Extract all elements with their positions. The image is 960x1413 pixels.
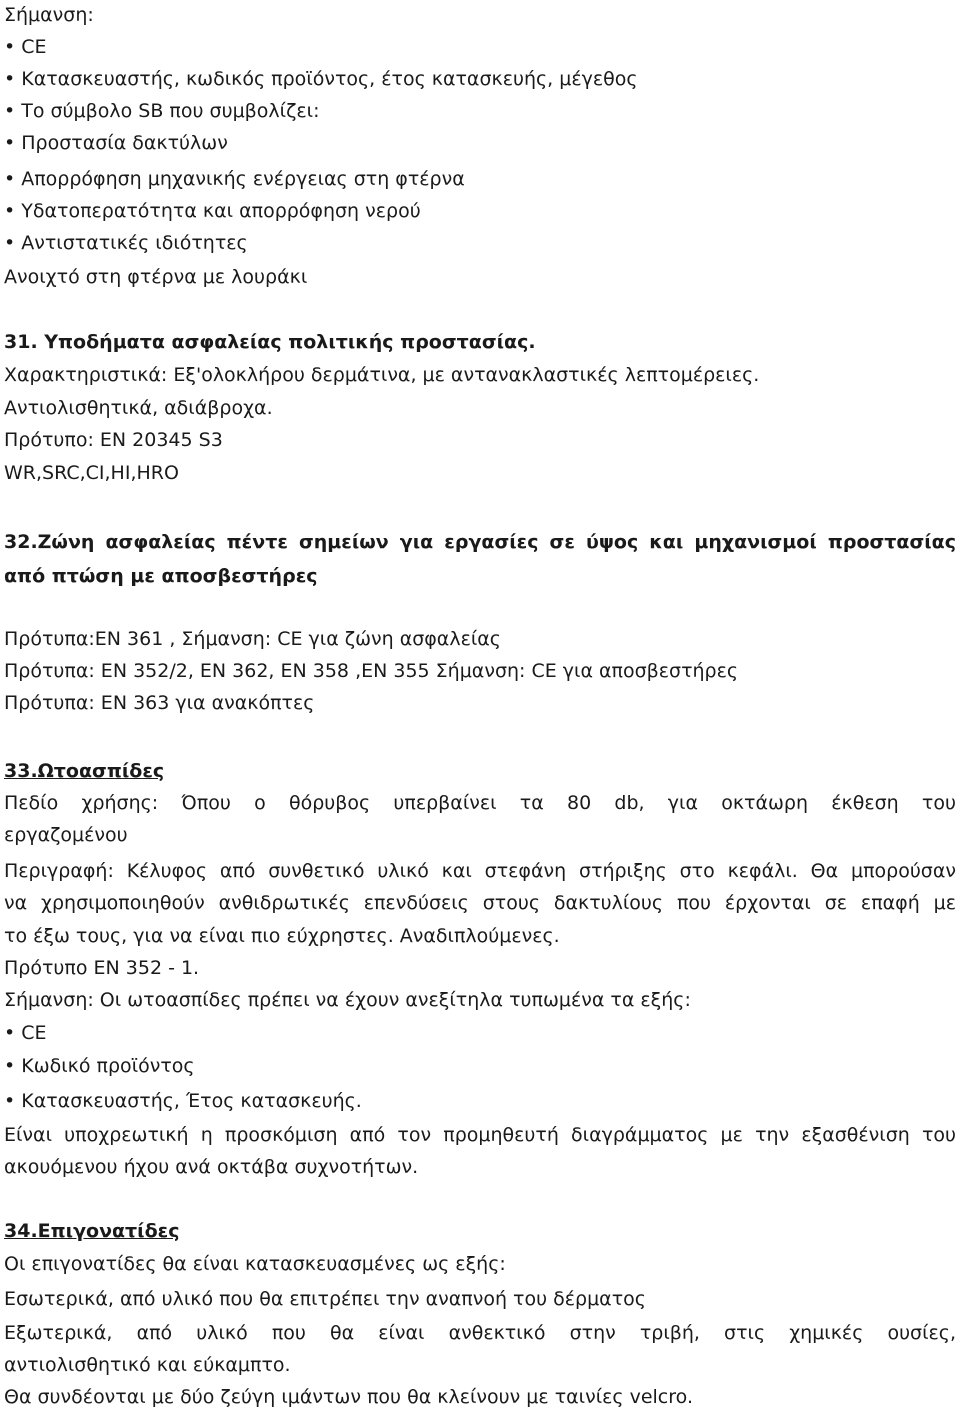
body-text: WR,SRC,CI,HI,HRO <box>4 462 179 484</box>
section-heading-31: 31. Υποδήματα ασφαλείας πολιτικής προστασίας. <box>4 331 536 353</box>
bullet-item: • Το σύμβολο SB που συμβολίζει: <box>4 95 320 127</box>
bullet-item: • Υδατοπερατότητα και απορρόφηση νερού <box>4 195 421 227</box>
body-text: Πρότυπο EN 352 - 1. <box>4 957 200 979</box>
body-text: το έξω τους, για να είναι πιο εύχρηστες. Αναδιπλούμενες. <box>4 925 560 947</box>
bullet-item: • Κατασκευαστής, Έτος κατασκευής. <box>4 1085 362 1117</box>
section-heading-32-cont: από πτώση με αποσβεστήρες <box>4 565 318 587</box>
bullet-item: • CE <box>4 1017 47 1049</box>
body-text: Θα συνδέονται με δύο ζεύγη ιμάντων που θα κλείνουν με ταινίες velcro. <box>4 1386 693 1408</box>
body-text: Πρότυπα: EN 352/2, EN 362, EN 358 ,EN 355 Σήμανση: CE για αποσβεστήρες <box>4 660 739 682</box>
body-text: Χαρακτηριστικά: Εξ'ολοκλήρου δερμάτινα, με αντανακλαστικές λεπτομέρειες. <box>4 364 760 386</box>
body-text: Εξωτερικά, από υλικό που θα είναι ανθεκτικό στην τριβή, στις χημικές ουσίες, <box>4 1322 956 1344</box>
body-text: Πρότυπα:EN 361 , Σήμανση: CE για ζώνη ασφαλείας <box>4 628 501 650</box>
body-text: Είναι υποχρεωτική η προσκόμιση από τον προμηθευτή διαγράμματος με την εξασθένιση του <box>4 1124 956 1146</box>
bullet-item: • Κωδικό προϊόντος <box>4 1050 195 1082</box>
section-heading-32: 32.Ζώνη ασφαλείας πέντε σημείων για εργασίες σε ύψος και μηχανισμοί προστασίας <box>4 531 956 553</box>
body-text: εργαζομένου <box>4 824 128 846</box>
body-text: Πρότυπα: EN 363 για ανακόπτες <box>4 692 315 714</box>
bullet-item: • Προστασία δακτύλων <box>4 127 228 159</box>
section-heading-34: 34.Επιγονατίδες <box>4 1220 180 1242</box>
body-text: Οι επιγονατίδες θα είναι κατασκευασμένες ως εξής: <box>4 1253 506 1275</box>
body-text: ακουόμενου ήχου ανά οκτάβα συχνοτήτων. <box>4 1156 419 1178</box>
bullet-item: • Κατασκευαστής, κωδικός προϊόντος, έτος κατασκευής, μέγεθος <box>4 63 638 95</box>
body-text: να χρησιμοποιηθούν ανθιδρωτικές επενδύσεις στους δακτυλίους που έρχονται σε επαφή με <box>4 892 956 914</box>
body-text: Πεδίο χρήσης: Όπου ο θόρυβος υπερβαίνει τα 80 db, για οκτάωρη έκθεση του <box>4 792 956 814</box>
bullet-item: • Απορρόφηση μηχανικής ενέργειας στη φτέρνα <box>4 163 465 195</box>
bullet-item: • CE <box>4 31 47 63</box>
body-text: Πρότυπο: EN 20345 S3 <box>4 429 223 451</box>
body-text: Εσωτερικά, από υλικό που θα επιτρέπει την αναπνοή του δέρματος <box>4 1288 646 1310</box>
marking-heading: Σήμανση: <box>4 4 94 26</box>
bullet-item: • Αντιστατικές ιδιότητες <box>4 227 248 259</box>
section-heading-33: 33.Ωτοασπίδες <box>4 760 165 782</box>
body-text: αντιολισθητικό και εύκαμπτο. <box>4 1354 291 1376</box>
body-text: Περιγραφή: Κέλυφος από συνθετικό υλικό και στεφάνη στήριξης στο κεφάλι. Θα μπορούσαν <box>4 860 956 882</box>
body-text: Ανοιχτό στη φτέρνα με λουράκι <box>4 266 308 288</box>
body-text: Σήμανση: Οι ωτοασπίδες πρέπει να έχουν ανεξίτηλα τυπωμένα τα εξής: <box>4 989 691 1011</box>
body-text: Αντιολισθητικά, αδιάβροχα. <box>4 397 273 419</box>
